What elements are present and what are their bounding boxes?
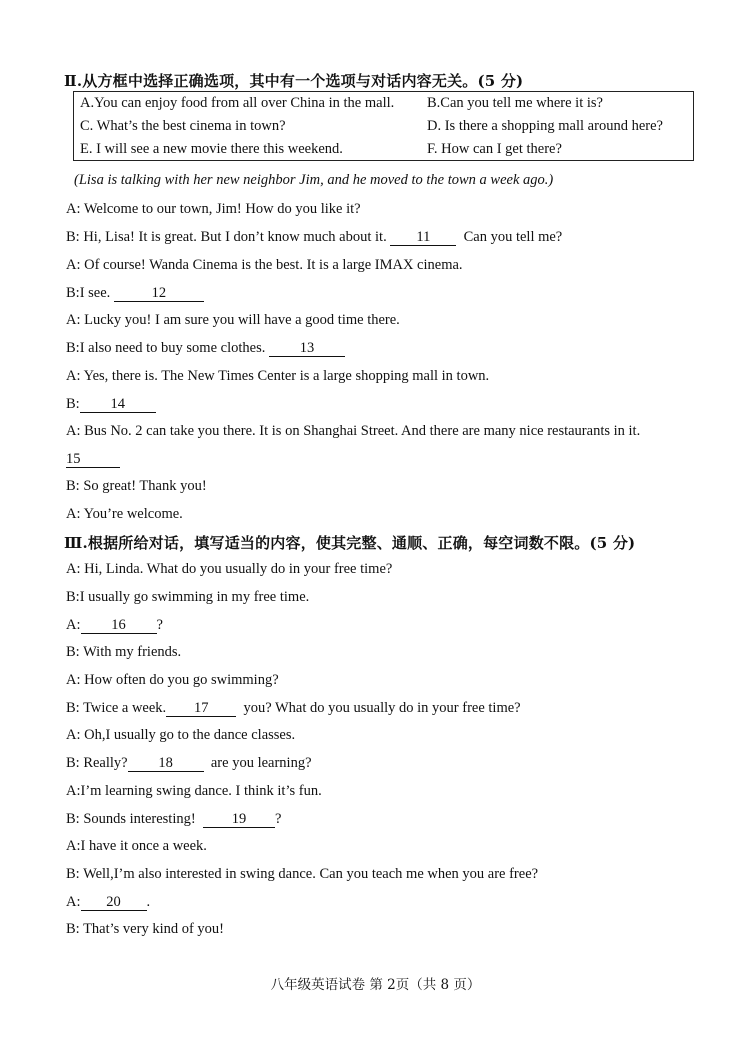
dialogue-line: A: How often do you go swimming?	[66, 672, 279, 688]
line-text-after: are you learning?	[203, 755, 312, 771]
option-a: A.You can enjoy food from all over China in the mall.	[80, 95, 395, 111]
line-text-after: Can you tell me?	[456, 229, 563, 245]
dialogue-line	[66, 700, 521, 717]
dialogue-line	[66, 396, 156, 413]
line-text-after: ?	[156, 617, 163, 633]
line-text-before: A:	[66, 894, 81, 910]
dialogue-line: A: Yes, there is. The New Times Center is a large shopping mall in town.	[66, 368, 490, 384]
dialogue-line: A:I’m learning swing dance. I think it’s fun.	[66, 783, 322, 799]
dialogue-line	[66, 285, 204, 302]
line-text-after: you? What do you usually do in your free time?	[236, 700, 521, 716]
dialogue-line: A: Of course! Wanda Cinema is the best. It is a large IMAX cinema.	[66, 257, 463, 273]
answer-blank-11[interactable]: 11	[390, 230, 456, 246]
line-text-before: B: Hi, Lisa! It is great. But I don’t know much about it.	[66, 229, 391, 245]
dialogue-line: A: You’re welcome.	[66, 506, 183, 522]
dialogue-line: B: So great! Thank you!	[66, 478, 207, 494]
dialogue-line	[66, 811, 281, 828]
line-text-after: ?	[274, 811, 282, 827]
dialogue-line	[66, 340, 345, 357]
dialogue-line: A: Oh,I usually go to the dance classes.	[66, 727, 296, 743]
line-text-before: A:	[66, 617, 81, 633]
line-text-before: B: Sounds interesting!	[66, 811, 203, 827]
dialogue-line: A: Welcome to our town, Jim! How do you like it?	[66, 201, 361, 217]
option-b: B.Can you tell me where it is?	[427, 95, 603, 111]
line-text-before: B:I also need to buy some clothes.	[66, 340, 269, 356]
dialogue-line	[66, 229, 562, 246]
answer-blank-16[interactable]: 16	[81, 618, 157, 634]
answer-blank-20[interactable]: 20	[81, 895, 147, 911]
answer-blank-13[interactable]: 13	[269, 341, 345, 357]
answer-blank-19[interactable]: 19	[203, 812, 275, 828]
dialogue-line: A: Lucky you! I am sure you will have a good time there.	[66, 312, 400, 328]
dialogue-line	[66, 755, 312, 772]
dialogue-line	[66, 894, 150, 911]
dialogue-line	[66, 617, 163, 634]
option-e: E. I will see a new movie there this weekend.	[80, 141, 343, 157]
answer-blank-18[interactable]: 18	[128, 756, 204, 772]
line-text-before: B:I see.	[66, 285, 114, 301]
line-text-after: .	[146, 894, 151, 910]
line-text-before: B: Really?	[66, 755, 128, 771]
dialogue-line: B: With my friends.	[66, 644, 182, 660]
option-f: F. How can I get there?	[427, 141, 562, 157]
section-3-heading: Ⅲ.根据所给对话，填写适当的内容，使其完整、通顺、正确，每空词数不限。(5 分)	[64, 534, 636, 552]
page-footer: 八年级英语试卷 第 2页（共 8 页）	[270, 977, 481, 993]
dialogue-line: B:I usually go swimming in my free time.	[66, 589, 310, 605]
options-box	[73, 91, 694, 161]
answer-blank-17[interactable]: 17	[166, 701, 236, 717]
section-2-heading: Ⅱ.从方框中选择正确选项，其中有一个选项与对话内容无关。(5 分)	[64, 72, 524, 90]
dialogue-line: B: Well,I’m also interested in swing dance. Can you teach me when you are free?	[66, 866, 539, 882]
dialogue-line	[66, 451, 120, 468]
answer-blank-14[interactable]: 14	[80, 397, 156, 413]
answer-blank-15[interactable]: 15	[66, 452, 120, 468]
option-d: D. Is there a shopping mall around here?	[427, 118, 663, 134]
answer-blank-12[interactable]: 12	[114, 286, 204, 302]
dialogue-line: B: That’s very kind of you!	[66, 921, 225, 937]
dialogue-line: A: Hi, Linda. What do you usually do in your free time?	[66, 561, 393, 577]
dialogue-line: A: Bus No. 2 can take you there. It is on Shanghai Street. And there are many nice restaurants in it.	[66, 423, 641, 439]
option-c: C. What’s the best cinema in town?	[80, 118, 286, 134]
dialogue-line: A:I have it once a week.	[66, 838, 207, 854]
line-text-before: B:	[66, 396, 80, 412]
dialogue-context: (Lisa is talking with her new neighbor Jim, and he moved to the town a week ago.)	[74, 172, 554, 188]
line-text-before: B: Twice a week.	[66, 700, 167, 716]
